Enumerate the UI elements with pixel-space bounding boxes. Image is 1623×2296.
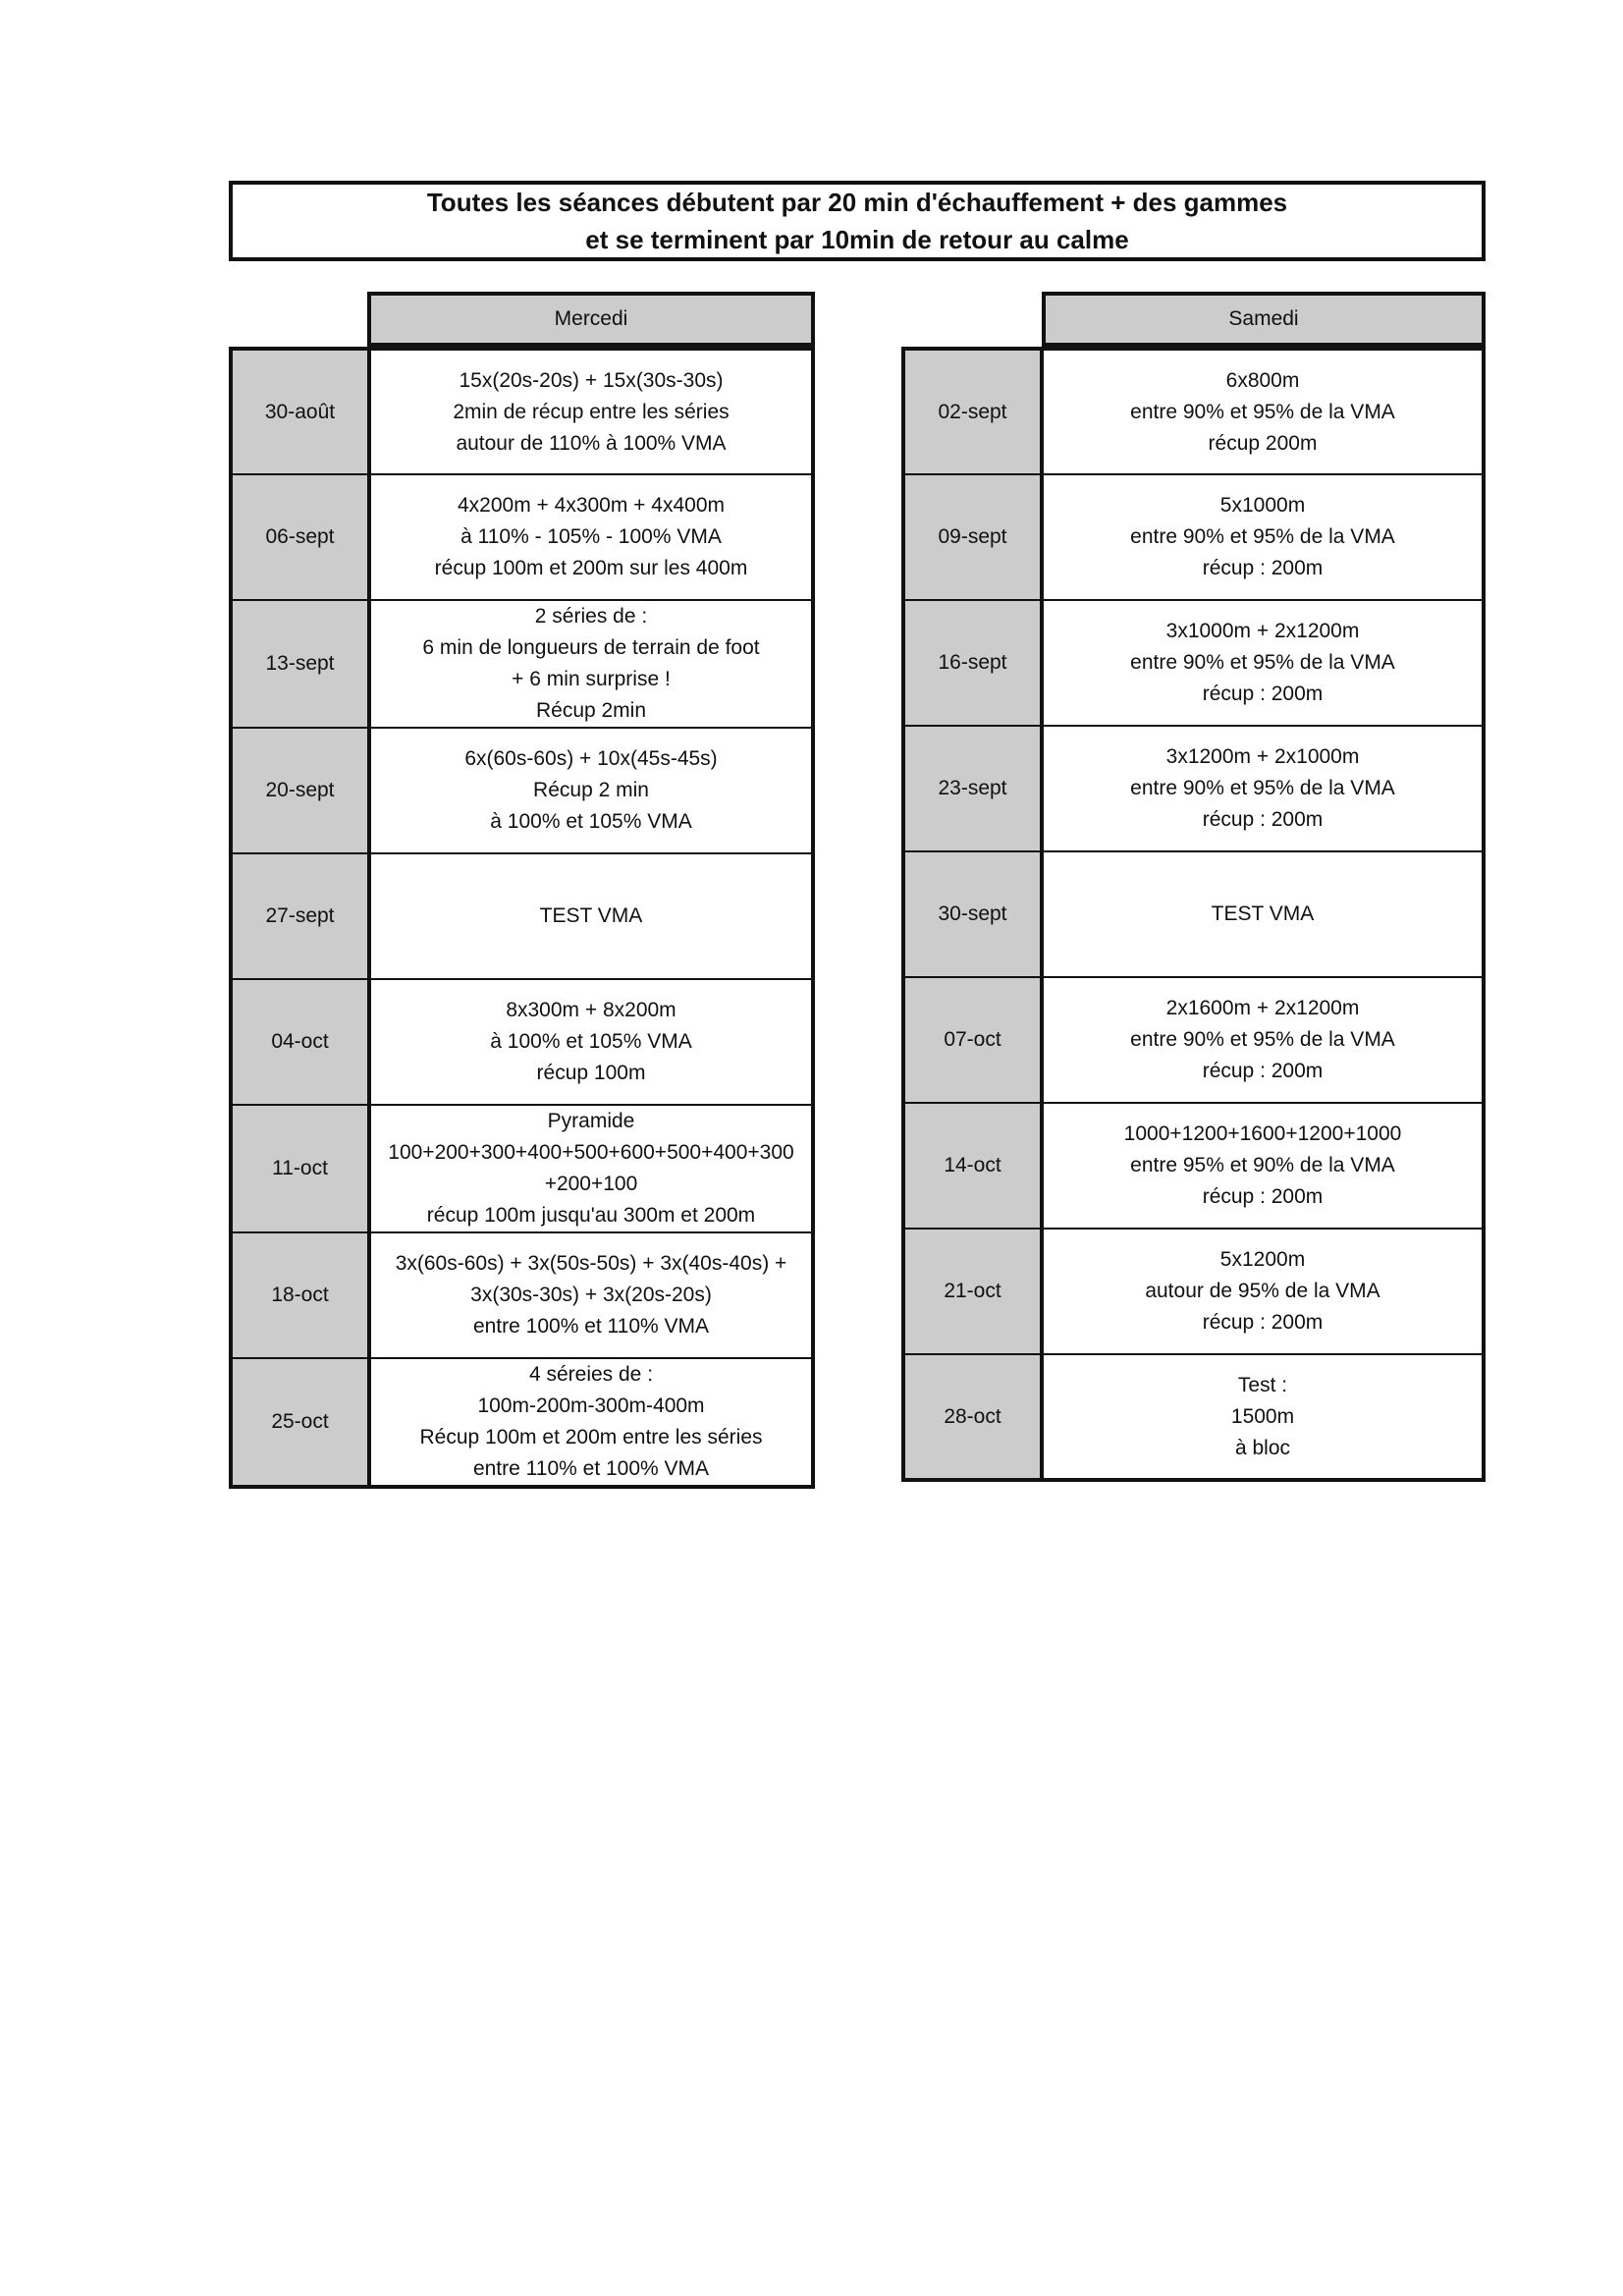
session-description-line: entre 90% et 95% de la VMA [1130, 400, 1395, 423]
session-description-line: autour de 95% de la VMA [1145, 1280, 1380, 1302]
session-description-line: récup 100m jusqu'au 300m et 200m [426, 1204, 756, 1227]
session-description [369, 349, 813, 474]
session-description-line: +200+100 [544, 1173, 638, 1195]
session-description-line: à 100% et 105% VMA [490, 1030, 692, 1053]
session-date: 06-sept [231, 474, 369, 600]
session-description [369, 1105, 813, 1232]
session-date: 02-sept [903, 349, 1042, 474]
mercredi-schedule-table [229, 347, 815, 1489]
mercredi-session-row [231, 1105, 813, 1232]
samedi-session-row [903, 349, 1484, 474]
session-description [1042, 977, 1484, 1103]
intro-banner [229, 181, 1486, 261]
samedi-schedule-body [903, 349, 1484, 1480]
session-description-line: 2 séries de : [534, 605, 648, 628]
session-description-line: récup : 200m [1202, 1060, 1324, 1082]
session-description-line: 2min de récup entre les séries [453, 400, 730, 423]
session-date: 23-sept [903, 726, 1042, 851]
session-description-line: 1000+1200+1600+1200+1000 [1123, 1122, 1402, 1145]
session-date: 30-sept [903, 851, 1042, 977]
session-description-line: Test : [1237, 1373, 1288, 1396]
session-description-line: entre 90% et 95% de la VMA [1130, 525, 1395, 548]
session-description-line: 5x1200m [1219, 1248, 1306, 1271]
session-description-line: Récup 2 min [533, 779, 649, 801]
session-description-line: 3x1200m + 2x1000m [1165, 745, 1360, 768]
session-description [1042, 851, 1484, 977]
session-description-line: à 110% - 105% - 100% VMA [460, 525, 722, 548]
session-description-line: 8x300m + 8x200m [506, 999, 676, 1021]
session-description [1042, 600, 1484, 726]
session-description-line: 100m-200m-300m-400m [477, 1394, 705, 1417]
session-description-line: 4 séreies de : [528, 1363, 654, 1386]
session-description-line: entre 90% et 95% de la VMA [1130, 777, 1395, 799]
session-description-line: 6x(60s-60s) + 10x(45s-45s) [464, 747, 718, 770]
session-description-line: récup : 200m [1202, 1311, 1324, 1334]
session-description-line: TEST VMA [1211, 902, 1315, 925]
intro-line-2: et se terminent par 10min de retour au calme [585, 225, 1129, 254]
session-description-line: + 6 min surprise ! [512, 668, 671, 690]
session-description-line: 3x(30s-30s) + 3x(20s-20s) [470, 1284, 712, 1306]
session-date: 09-sept [903, 474, 1042, 600]
session-description-line: 2x1600m + 2x1200m [1165, 997, 1360, 1019]
session-description [1042, 1103, 1484, 1229]
session-description-line: 5x1000m [1219, 494, 1306, 517]
session-description [1042, 726, 1484, 851]
session-description-line: à 100% et 105% VMA [490, 810, 692, 833]
session-description-line: récup 200m [1208, 431, 1318, 455]
session-date: 27-sept [231, 853, 369, 979]
session-description [369, 728, 813, 853]
session-description-line: Récup 100m et 200m entre les séries [419, 1426, 763, 1449]
session-description-line: 1500m [1230, 1404, 1295, 1428]
session-description-line: récup 100m [536, 1062, 646, 1084]
session-description [369, 853, 813, 979]
session-date: 14-oct [903, 1103, 1042, 1229]
session-description-line: entre 110% et 100% VMA [472, 1457, 710, 1480]
session-description [369, 600, 813, 728]
session-date: 30-août [231, 349, 369, 474]
session-description-line: à bloc [1234, 1436, 1291, 1459]
session-description-line: entre 90% et 95% de la VMA [1130, 1028, 1395, 1051]
session-description-line: 3x1000m + 2x1200m [1165, 620, 1360, 642]
mercredi-schedule-body [231, 349, 813, 1487]
session-date: 16-sept [903, 600, 1042, 726]
session-description-line: 100+200+300+400+500+600+500+400+300 [388, 1141, 794, 1164]
session-description-line: 6x800m [1225, 368, 1300, 392]
session-description [369, 1358, 813, 1487]
session-description-line: 3x(60s-60s) + 3x(50s-50s) + 3x(40s-40s) + [395, 1252, 787, 1275]
session-description-line: entre 95% et 90% de la VMA [1130, 1154, 1395, 1176]
session-description-line: entre 100% et 110% VMA [472, 1315, 710, 1338]
mercredi-session-row [231, 853, 813, 979]
session-description-line: Pyramide [547, 1110, 635, 1132]
session-description-line: Récup 2min [535, 699, 647, 722]
mercredi-session-row [231, 349, 813, 474]
session-description [369, 1232, 813, 1358]
session-date: 04-oct [231, 979, 369, 1105]
mercredi-session-row [231, 600, 813, 728]
session-description [369, 474, 813, 600]
samedi-schedule-table [901, 347, 1486, 1482]
session-date: 13-sept [231, 600, 369, 728]
session-description-line: récup : 200m [1202, 1185, 1324, 1208]
mercredi-session-row [231, 474, 813, 600]
samedi-session-row [903, 474, 1484, 600]
session-date: 21-oct [903, 1229, 1042, 1354]
session-date: 11-oct [231, 1105, 369, 1232]
session-description-line: entre 90% et 95% de la VMA [1130, 651, 1395, 674]
session-description [1042, 1354, 1484, 1480]
mercredi-session-row [231, 1358, 813, 1487]
session-date: 25-oct [231, 1358, 369, 1487]
intro-line-1: Toutes les séances débutent par 20 min d'échauffement + des gammes [426, 188, 1288, 217]
samedi-column-header: Samedi [1042, 292, 1486, 347]
session-description [1042, 1229, 1484, 1354]
samedi-session-row [903, 600, 1484, 726]
session-description-line: 15x(20s-20s) + 15x(30s-30s) [459, 368, 724, 392]
mercredi-column-header: Mercedi [367, 292, 815, 347]
session-date: 28-oct [903, 1354, 1042, 1480]
session-description-line: récup : 200m [1202, 683, 1324, 705]
samedi-session-row [903, 851, 1484, 977]
session-description-line: TEST VMA [539, 904, 643, 927]
session-description-line: récup : 200m [1202, 808, 1324, 831]
samedi-session-row [903, 1229, 1484, 1354]
session-description-line: 4x200m + 4x300m + 4x400m [458, 494, 725, 517]
session-date: 18-oct [231, 1232, 369, 1358]
session-description [1042, 474, 1484, 600]
session-date: 07-oct [903, 977, 1042, 1103]
session-description-line: 6 min de longueurs de terrain de foot [422, 636, 760, 659]
samedi-session-row [903, 1103, 1484, 1229]
mercredi-session-row [231, 979, 813, 1105]
mercredi-session-row [231, 728, 813, 853]
mercredi-session-row [231, 1232, 813, 1358]
session-description [369, 979, 813, 1105]
session-description-line: récup : 200m [1202, 557, 1324, 579]
samedi-session-row [903, 726, 1484, 851]
session-date: 20-sept [231, 728, 369, 853]
session-description [1042, 349, 1484, 474]
samedi-session-row [903, 1354, 1484, 1480]
session-description-line: autour de 110% à 100% VMA [456, 431, 727, 455]
session-description-line: récup 100m et 200m sur les 400m [434, 557, 748, 579]
samedi-session-row [903, 977, 1484, 1103]
